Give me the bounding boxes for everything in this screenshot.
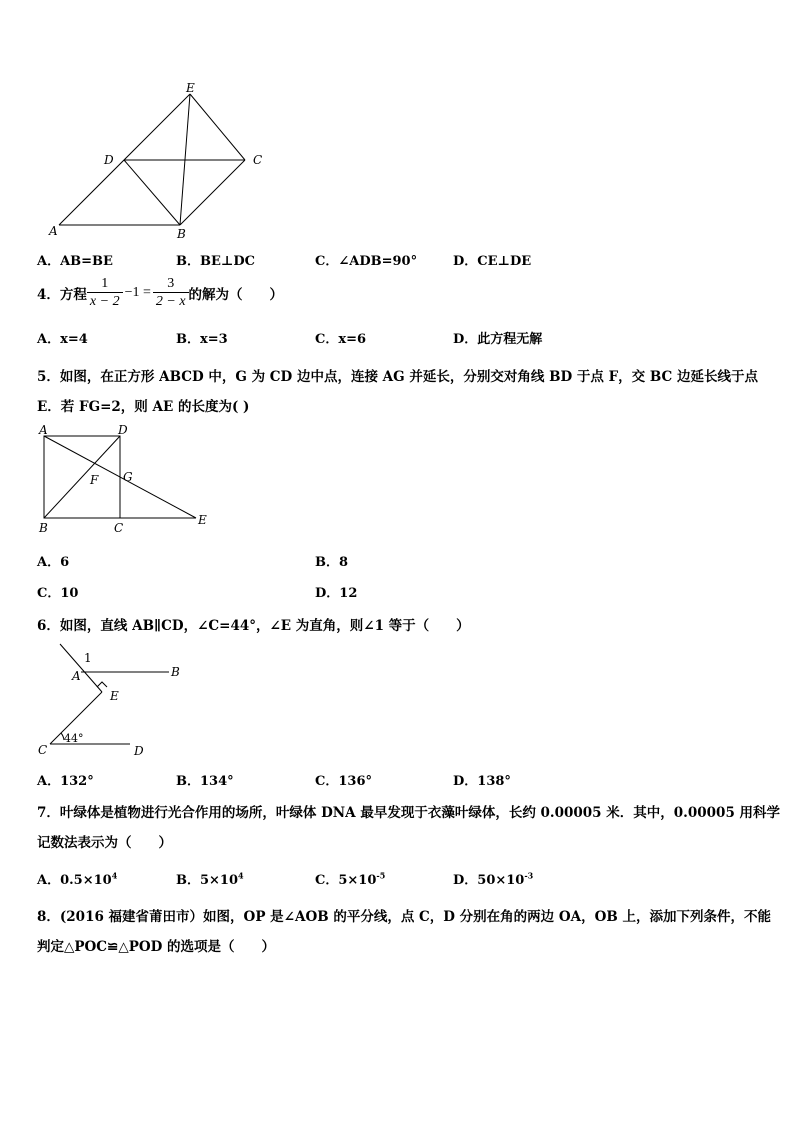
q5-option-a: A．6 [37,555,70,570]
fig6-angle-label: 44° [64,732,84,745]
q8-stem-line1: 8．(2016 福建省莆田市）如图，OP 是∠AOB 的平分线，点 C，D 分别在角的两边 OA，OB 上，添加下列条件，不能 [37,909,771,925]
q4-fraction-2 [153,275,189,310]
fig6-label-A: A [72,669,81,683]
q6-option-a: A．132° [37,774,94,789]
fig3-label-A: A [49,224,58,238]
q3-option-d: D．CE⊥DE [453,254,532,269]
fig3-label-C: C [253,153,263,167]
q7-option-d-exp: -3 [524,870,534,881]
q6-option-c: C．136° [315,774,372,789]
q7-option-d-base: D．50×10 [453,873,525,888]
q5-option-c: C．10 [37,586,79,601]
q7-option-a-exp: 4 [111,870,118,881]
fig5-label-D: D [118,424,128,437]
q7-option-c-base: C．5×10 [315,873,377,888]
fig6-label-D: D [134,744,144,758]
fig3-label-D: D [104,153,114,167]
q7-option-c [315,869,385,888]
q6-stem: 6．如图，直线 AB∥CD，∠C=44°，∠E 为直角，则∠1 等于（ ） [37,618,470,634]
q4-option-c: C．x=6 [315,332,367,347]
fig3-label-B: B [177,227,186,240]
q4-frac2-num: 3 [153,275,189,293]
q7-option-b [176,869,244,888]
q4-stem [37,275,283,310]
figure-q3 [40,80,280,240]
q5-option-d: D．12 [315,586,358,601]
q3-option-a: A．AB=BE [37,254,113,269]
q7-option-d [453,869,533,888]
q7-option-b-exp: 4 [238,870,244,881]
fig5-label-E: E [198,513,207,527]
fig3-label-E: E [186,81,195,95]
q5-option-b: B．8 [315,555,349,570]
q4-option-a: A．x=4 [37,332,88,347]
q3-option-c: C．∠ADB=90° [315,254,418,269]
q4-option-b: B．x=3 [176,332,228,347]
q6-option-b: B．134° [176,774,234,789]
q7-stem-line2: 记数法表示为（ ） [37,835,172,851]
fig6-label-1: 1 [84,651,92,665]
figure-q5 [34,424,214,536]
q7-stem-line1: 7．叶绿体是植物进行光合作用的场所，叶绿体 DNA 最早发现于衣藻叶绿体，长约 0.00005 米．其中，0.00005 用科学 [37,805,781,821]
q4-mid: −1 = [124,284,151,300]
fig6-label-B: B [171,665,180,679]
fig6-label-C: C [38,743,48,757]
q5-stem-line2: E．若 FG=2，则 AE 的长度为( ) [37,399,250,415]
q7-option-c-exp: -5 [376,870,386,881]
fig6-label-E: E [110,689,119,703]
fig5-label-G: G [123,470,133,484]
q4-suffix: 的解为（ ） [188,286,284,303]
fig5-label-C: C [114,521,124,535]
q4-frac2-den: 2 − x [155,294,186,309]
q7-option-a-base: A．0.5×10 [37,873,112,888]
q4-prefix: 4．方程 [37,286,87,303]
figure-q6 [34,640,194,762]
q4-frac1-num: 1 [87,275,123,293]
q7-option-b-base: B．5×10 [176,873,239,888]
fig5-label-A: A [39,424,48,437]
q4-frac1-den: x − 2 [89,294,120,309]
q8-stem-line2: 判定△POC≌△POD 的选项是（ ） [37,939,276,955]
fig5-label-F: F [90,473,99,487]
q5-stem-line1: 5．如图，在正方形 ABCD 中，G 为 CD 边中点，连接 AG 并延长，分别交对角线 BD 于点 F，交 BC 边延长线于点 [37,369,758,385]
fig5-label-B: B [39,521,48,535]
q3-option-b: B．BE⊥DC [176,254,255,269]
q4-option-d: D．此方程无解 [453,332,543,347]
q7-option-a [37,869,117,888]
q6-option-d: D．138° [453,774,511,789]
q4-fraction-1 [87,275,123,310]
